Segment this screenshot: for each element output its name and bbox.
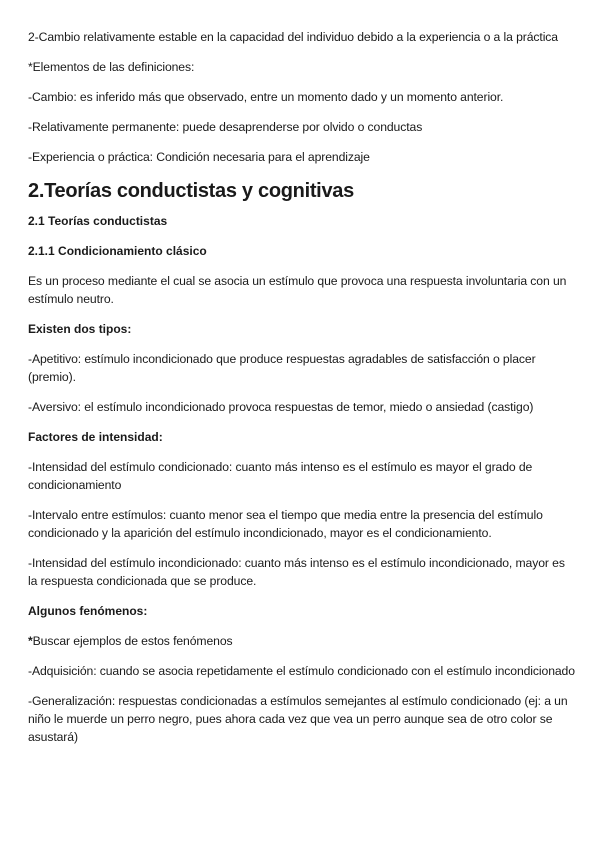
element-cambio: -Cambio: es inferido más que observado, entre un momento dado y un momento anterior. (28, 90, 504, 104)
phenomena-heading: Algunos fenómenos: (28, 604, 148, 618)
element-experiencia: -Experiencia o práctica: Condición necesaria para el aprendizaje (28, 150, 370, 164)
factor-intervalo: -Intervalo entre estímulos: cuanto menor sea el tiempo que media entre la presencia del estímulo condicionado y la aparición del estímulo incondicionado, mayor es el condicionamiento. (28, 508, 543, 540)
element-permanente: -Relativamente permanente: puede desaprenderse por olvido o conductas (28, 120, 423, 134)
elements-heading: *Elementos de las definiciones: (28, 60, 195, 74)
subsection-title: 2.1 Teorías conductistas (28, 214, 168, 228)
phenomena-note (28, 632, 576, 650)
definition-2: 2-Cambio relativamente estable en la capacidad del individuo debido a la experiencia o a la práctica (28, 30, 558, 44)
factor-intensidad-condicionado: -Intensidad del estímulo condicionado: cuanto más intenso es el estímulo es mayor el grado de condicionamiento (28, 460, 533, 492)
phenomenon-adquisicion: -Adquisición: cuando se asocia repetidamente el estímulo condicionado con el estímulo incondicionado (28, 664, 575, 678)
phenomenon-generalizacion: -Generalización: respuestas condicionadas a estímulos semejantes al estímulo condicionado (ej: a un niño le muerde un perro negro, pues ahora cada vez que vea un perro aunque sea de otro color se asustará) (28, 694, 568, 744)
types-heading: Existen dos tipos: (28, 322, 132, 336)
subsubsection-title: 2.1.1 Condicionamiento clásico (28, 244, 207, 258)
type-aversivo: -Aversivo: el estímulo incondicionado provoca respuestas de temor, miedo o ansiedad (castigo) (28, 400, 534, 414)
note-text: Buscar ejemplos de estos fenómenos (32, 634, 233, 648)
factor-intensidad-incondicionado: -Intensidad del estímulo incondicionado: cuanto más intenso es el estímulo incondicionado, mayor es la respuesta condicionada que se produce. (28, 556, 565, 588)
factors-heading: Factores de intensidad: (28, 430, 163, 444)
note-star: * (28, 634, 33, 648)
section-title: 2.Teorías conductistas y cognitivas (28, 180, 354, 202)
intro-paragraph: Es un proceso mediante el cual se asocia un estímulo que provoca una respuesta involuntaria con un estímulo neutro. (28, 274, 567, 306)
document-page (28, 28, 576, 758)
type-apetitivo: -Apetitivo: estímulo incondicionado que produce respuestas agradables de satisfacción o placer (premio). (28, 352, 536, 384)
